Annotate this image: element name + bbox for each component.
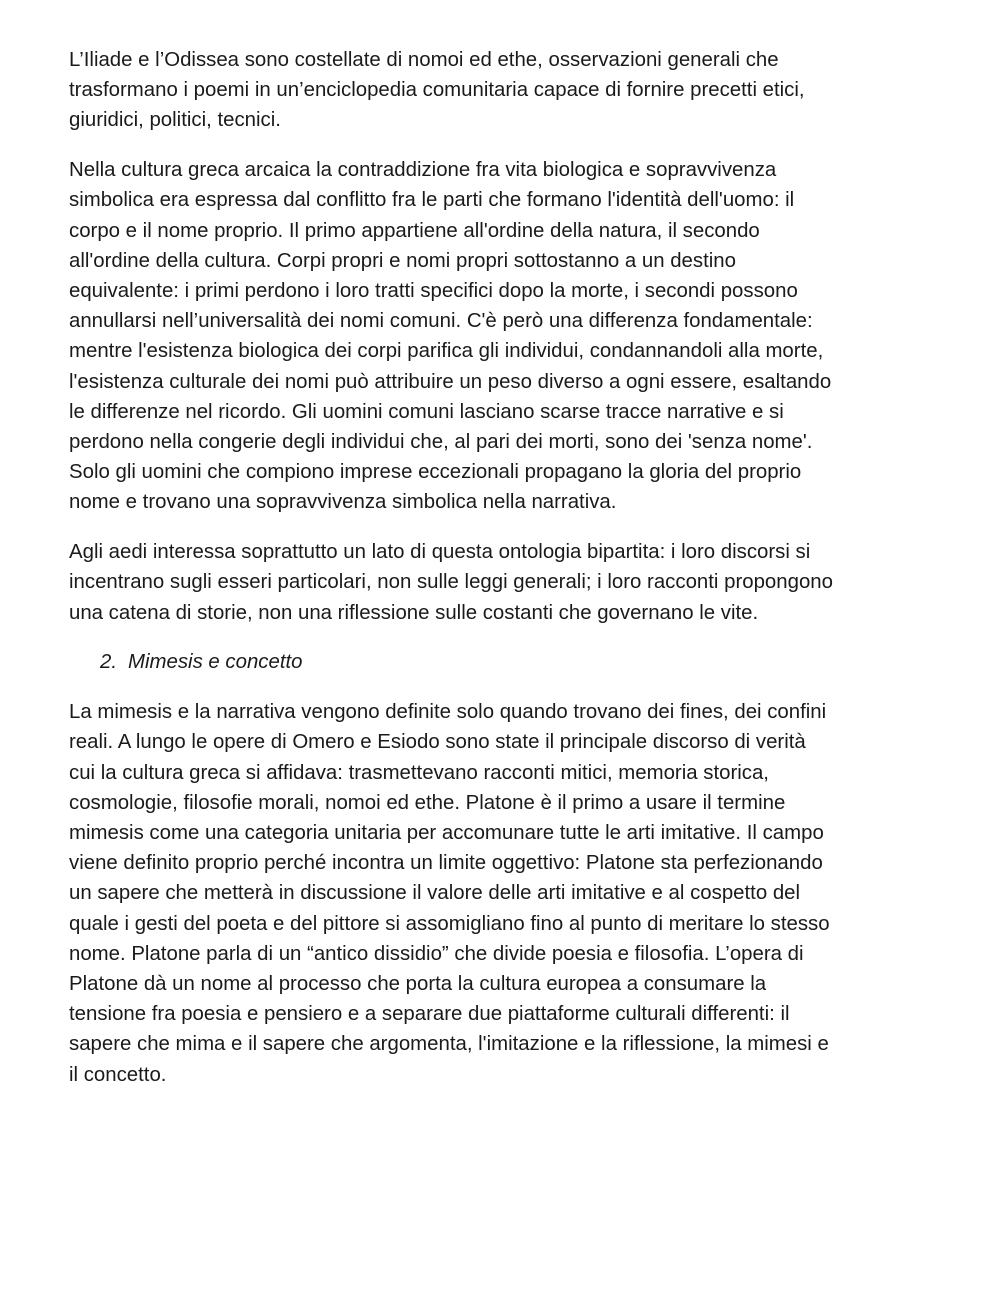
paragraph-body-and-name: Nella cultura greca arcaica la contraddizione fra vita biologica e sopravvivenza simbolica era espressa dal conflitto fra le parti che formano l'identità dell'uomo: il corpo e il nome proprio. Il primo appartiene all'ordine della natura, il secondo all'ordine della cultura. Corpi propri e nomi propri sottostanno a un destino equivalente: i primi perdono i loro tratti specifici dopo la morte, i secondi possono annullarsi nell’universalità dei nomi comuni. C'è però una differenza fondamentale: mentre l'esistenza biologica dei corpi parifica gli individui, condannandoli alla morte, l'esistenza culturale dei nomi può attribuire un peso diverso a ogni essere, esaltando le differenze nel ricordo. Gli uomini comuni lasciano scarse tracce narrative e si perdono nella congerie degli individui che, al pari dei morti, sono dei 'senza nome'. Solo gli uomini che compiono imprese eccezionali propagano la gloria del proprio nome e trovano una sopravvivenza simbolica nella narrativa.: [69, 159, 832, 514]
paragraph-iliad-odyssey: L’Iliade e l’Odissea sono costellate di nomoi ed ethe, osservazioni generali che trasformano i poemi in un’enciclopedia comunitaria capace di fornire precetti etici, giuridici, politici, tecnici.: [69, 49, 805, 132]
paragraph-mimesis-concept: La mimesis e la narrativa vengono definite solo quando trovano dei fines, dei confini reali. A lungo le opere di Omero e Esiodo sono state il principale discorso di verità cui la cultura greca si affidava: trasmettevano racconti mitici, memoria storica, cosmologie, filosofie morali, nomoi ed ethe. Platone è il primo a usare il termine mimesis come una categoria unitaria per accomunare tutte le arti imitative. Il campo viene definito proprio perché incontra un limite oggettivo: Platone sta perfezionando un sapere che metterà in discussione il valore delle arti imitative e al cospetto del quale i gesti del poeta e del pittore si assomigliano fino al punto di meritare lo stesso nome. Platone parla di un “antico dissidio” che divide poesia e filosofia. L’opera di Platone dà un nome al processo che porta la cultura europea a consumare la tensione fra poesia e pensiero e a separare due piattaforme culturali differenti: il sapere che mima e il sapere che argomenta, l'imitazione e la riflessione, la mimesi e il concetto.: [69, 701, 830, 1086]
section-heading: [69, 647, 939, 677]
section-number: 2.: [100, 651, 118, 674]
paragraph-aedi: Agli aedi interessa soprattutto un lato di questa ontologia bipartita: i loro discorsi si incentrano sugli esseri particolari, non sulle leggi generali; i loro racconti propongono una catena di storie, non una riflessione sulle costanti che governano le vite.: [69, 541, 833, 624]
document-page: [69, 45, 939, 1109]
section-title: Mimesis e concetto: [128, 651, 303, 674]
